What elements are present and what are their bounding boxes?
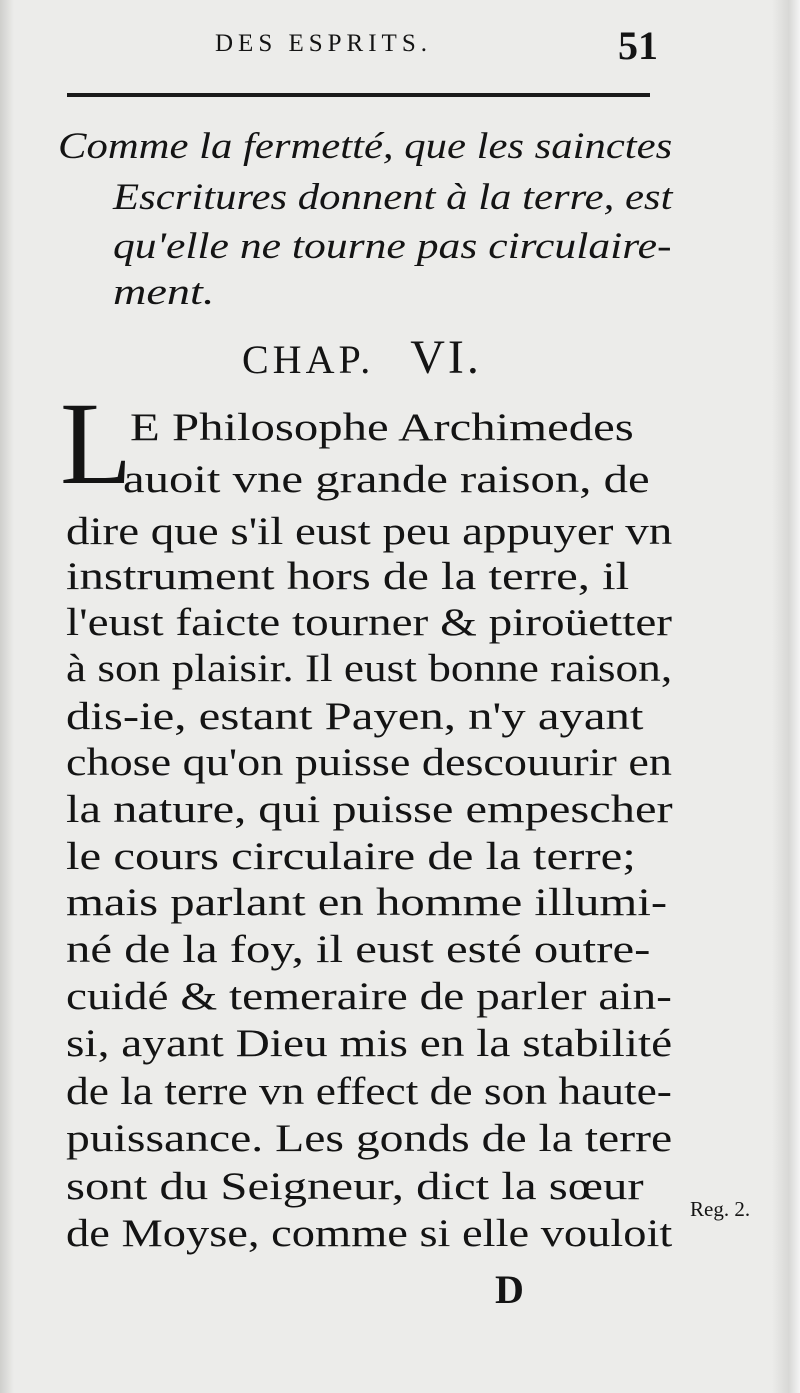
body-line: l'eust faicte tourner & piroüetter (66, 601, 673, 644)
body-line: dire que s'il eust peu appuyer vn (66, 510, 673, 553)
margin-note: Reg. 2. (690, 1197, 751, 1221)
page-edge-shadow (772, 0, 800, 1393)
body-line: né de la foy, il eust esté outre- (66, 928, 651, 971)
body-line: cuidé & temeraire de parler ain- (66, 975, 672, 1018)
body-line: puissance. Les gonds de la terre (66, 1117, 673, 1160)
header-rule (67, 93, 650, 97)
body-line: auoit vne grande raison, de (123, 458, 650, 501)
body-line: la nature, qui puisse empescher (66, 788, 673, 831)
body-line: sont du Seigneur, dict la sœur (66, 1165, 644, 1208)
summary-line: ment. (113, 272, 215, 313)
chapter-heading (242, 330, 482, 385)
body-line: le cours circulaire de la terre; (66, 835, 636, 878)
body-line: de la terre vn effect de son haute- (66, 1070, 672, 1113)
summary-line: Comme la fermetté, que les sainctes (58, 126, 673, 167)
body-line: à son plaisir. Il eust bonne raison, (66, 647, 673, 690)
drop-cap: L (60, 378, 133, 509)
body-line: E Philosophe Archimedes (130, 406, 634, 449)
body-line: si, ayant Dieu mis en la stabilité (66, 1022, 673, 1065)
chapter-label: CHAP. (242, 337, 375, 382)
running-title: DES ESPRITS. (215, 30, 432, 57)
page-gutter-shadow (0, 0, 14, 1393)
page-number: 51 (618, 23, 658, 68)
body-line: instrument hors de la terre, il (66, 555, 630, 598)
summary-line: qu'elle ne tourne pas circulaire- (113, 226, 672, 267)
summary-line: Escritures donnent à la terre, est (113, 177, 673, 218)
body-line: dis-ie, estant Payen, n'y ayant (66, 695, 644, 738)
body-line: chose qu'on puisse descouurir en (66, 741, 672, 784)
body-line: de Moyse, comme si elle vouloit (66, 1212, 673, 1255)
signature-mark: D (495, 1267, 524, 1312)
chapter-number: VI. (410, 331, 482, 384)
body-line: mais parlant en homme illumi- (66, 881, 668, 924)
